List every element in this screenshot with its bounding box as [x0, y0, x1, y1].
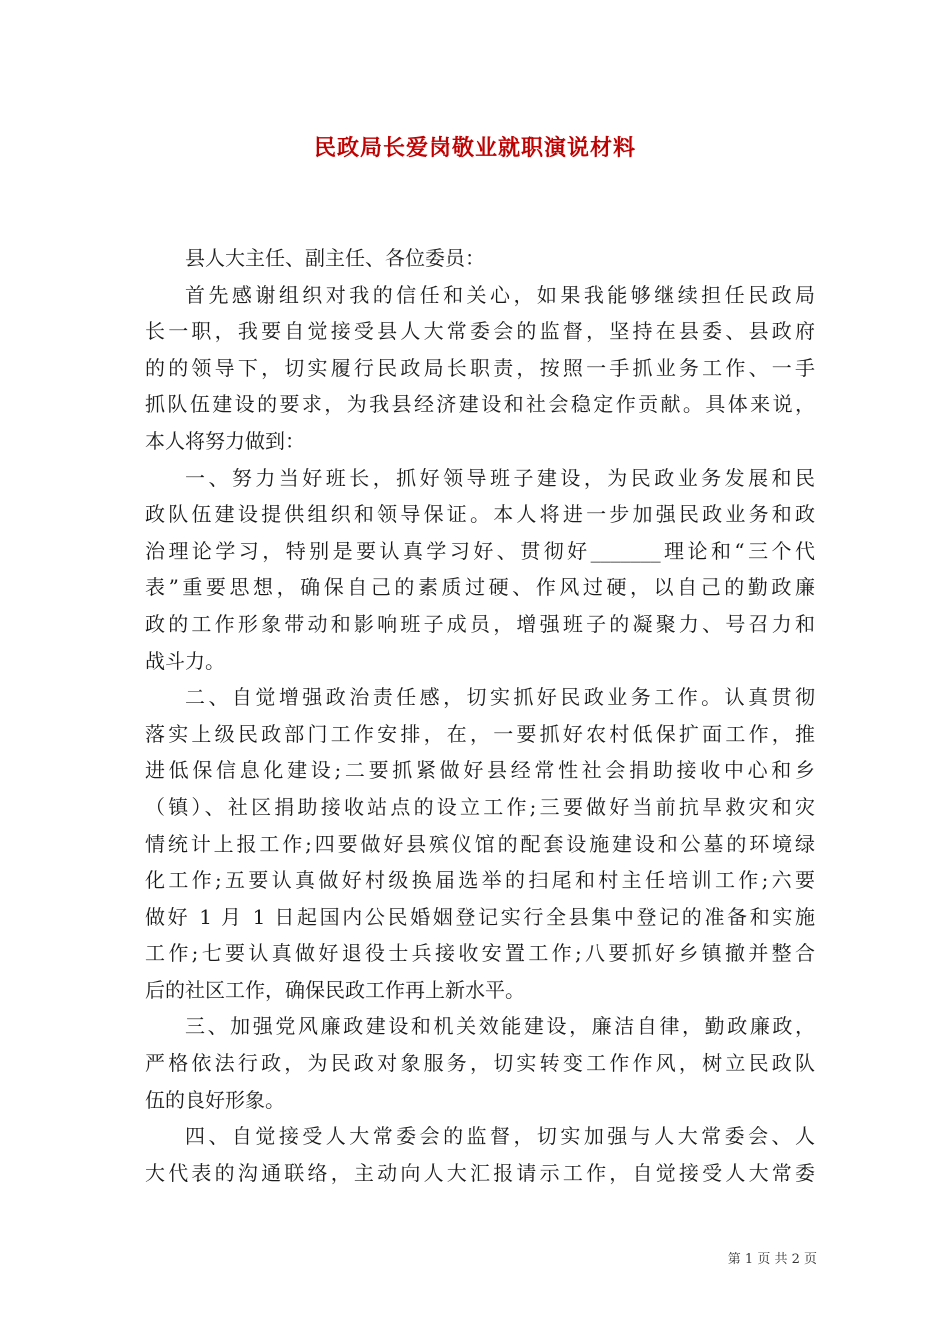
- text-line: 后的社区工作，确保民政工作再上新水平。: [145, 977, 525, 1002]
- text-line: 落实上级民政部门工作安排，在，一要抓好农村低保扩面工作，推: [145, 721, 815, 746]
- text-line: 战斗力。: [145, 648, 225, 673]
- text-line: 工作;七要认真做好退役士兵接收安置工作;八要抓好乡镇撤并整合: [145, 941, 815, 966]
- document-body: [145, 240, 815, 1191]
- text-line: 一、努力当好班长，抓好领导班子建设，为民政业务发展和民: [185, 465, 815, 490]
- text-line: 大代表的沟通联络，主动向人大汇报请示工作，自觉接受人大常委: [145, 1160, 815, 1185]
- text-line: 化工作;五要认真做好村级换届选举的扫尾和村主任培训工作;六要: [145, 868, 815, 893]
- text-line: 首先感谢组织对我的信任和关心，如果我能够继续担任民政局: [185, 282, 815, 307]
- text-line: 进低保信息化建设;二要抓紧做好县经常性社会捐助接收中心和乡: [145, 758, 815, 783]
- text-line: 三、加强党风廉政建设和机关效能建设，廉洁自律，勤政廉政，: [185, 1014, 815, 1039]
- page-footer: 第 1 页 共 2 页: [727, 1252, 817, 1267]
- text-line: （镇）、社区捐助接收站点的设立工作;三要做好当前抗旱救灾和灾: [145, 794, 815, 819]
- text-line: 做好 1 月 1 日起国内公民婚姻登记实行全县集中登记的准备和实施: [145, 904, 815, 929]
- text-line: 的的领导下，切实履行民政局长职责，按照一手抓业务工作、一手: [145, 355, 815, 380]
- text-line: 二、自觉增强政治责任感，切实抓好民政业务工作。认真贯彻: [185, 685, 815, 710]
- text-line: 县人大主任、副主任、各位委员：: [185, 246, 485, 270]
- text-line: 长一职，我要自觉接受县人大常委会的监督，坚持在县委、县政府: [145, 319, 815, 344]
- text-line: 抓队伍建设的要求，为我县经济建设和社会稳定作贡献。具体来说，: [145, 392, 815, 417]
- text-line: 伍的良好形象。: [145, 1087, 285, 1112]
- text-line: 政的工作形象带动和影响班子成员，增强班子的凝聚力、号召力和: [145, 611, 815, 636]
- text-line: 政队伍建设提供组织和领导保证。本人将进一步加强民政业务和政: [145, 502, 815, 527]
- text-line: 情统计上报工作;四要做好县殡仪馆的配套设施建设和公墓的环境绿: [145, 831, 815, 856]
- document-title: 民政局长爱岗敬业就职演说材料: [313, 135, 636, 161]
- text-line: 本人将努力做到：: [145, 428, 305, 453]
- text-line: 严格依法行政，为民政对象服务，切实转变工作作风，树立民政队: [145, 1051, 815, 1076]
- text-line: 四、自觉接受人大常委会的监督，切实加强与人大常委会、人: [185, 1124, 815, 1149]
- text-line: 表”重要思想，确保自己的素质过硬、作风过硬，以自己的勤政廉: [145, 575, 815, 600]
- text-line: 治理论学习，特别是要认真学习好、贯彻好_______理论和“三个代: [145, 538, 815, 563]
